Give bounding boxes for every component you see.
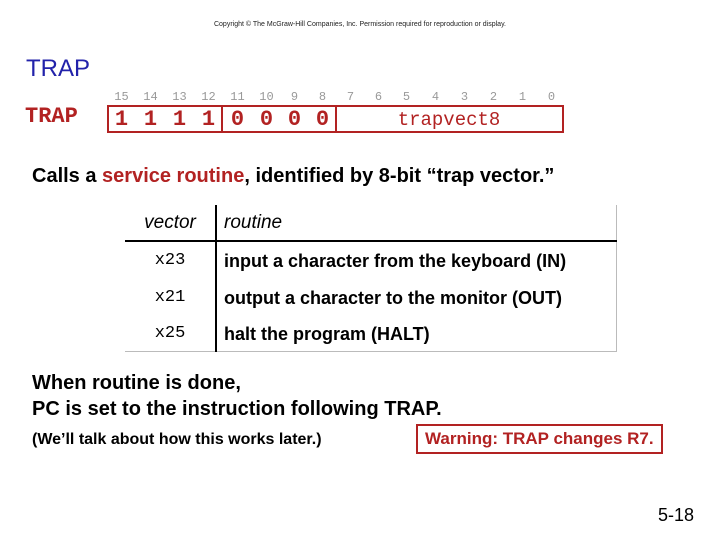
bit-number: 2: [489, 90, 498, 104]
service-routine-highlight: service routine: [102, 165, 245, 187]
zero-bit: 0: [287, 107, 302, 132]
opcode-label: TRAP: [25, 104, 78, 129]
table-row-vector: x21: [154, 288, 186, 307]
opcode-bit: 1: [172, 107, 187, 132]
routine-done-text: [32, 370, 442, 422]
bit-number: 7: [346, 90, 355, 104]
zero-bit: 0: [259, 107, 274, 132]
opcode-bit: 1: [114, 107, 129, 132]
copyright-notice: Copyright © The McGraw-Hill Companies, Inc. Permission required for reproduction or display.: [213, 21, 506, 28]
bit-number: 11: [230, 90, 245, 104]
bit-number: 4: [431, 90, 440, 104]
header-routine: routine: [224, 212, 283, 233]
table-column-divider: [215, 205, 217, 352]
description-line: [32, 165, 554, 188]
slide-title: TRAP: [26, 55, 91, 82]
zero-bit: 0: [315, 107, 330, 132]
routine-done-line: PC is set to the instruction following TRAP.: [32, 398, 442, 420]
bit-number: 15: [114, 90, 129, 104]
bit-number: 10: [259, 90, 274, 104]
bit-number: 1: [518, 90, 527, 104]
bit-number: 0: [547, 90, 556, 104]
bit-number: 8: [318, 90, 327, 104]
table-row-routine: input a character from the keyboard (IN): [224, 251, 567, 271]
routine-done-line: When routine is done,: [32, 372, 241, 394]
bit-number: 6: [374, 90, 383, 104]
warning-box: Warning: TRAP changes R7.: [416, 424, 663, 454]
bit-number: 9: [290, 90, 299, 104]
table-row-routine: halt the program (HALT): [224, 324, 430, 344]
bit-number: 12: [201, 90, 216, 104]
opcode-bit: 1: [143, 107, 158, 132]
later-note: (We’ll talk about how this works later.): [32, 431, 322, 448]
table-row-routine: output a character to the monitor (OUT): [224, 288, 563, 308]
table-header-divider: [125, 240, 617, 242]
description-before: Calls a: [32, 165, 103, 187]
page-number: 5-18: [657, 505, 694, 525]
table-row-vector: x23: [154, 251, 186, 270]
table-row-vector: x25: [154, 324, 186, 343]
bit-number: 5: [402, 90, 411, 104]
description-after: , identified by 8-bit “trap vector.”: [244, 165, 555, 187]
bit-number: 14: [143, 90, 158, 104]
bit-number: 13: [172, 90, 187, 104]
opcode-bit: 1: [201, 107, 216, 132]
header-vector: vector: [144, 212, 196, 233]
bit-number: 3: [460, 90, 469, 104]
trapvect8-field: trapvect8: [397, 109, 501, 131]
zero-bit: 0: [230, 107, 245, 132]
